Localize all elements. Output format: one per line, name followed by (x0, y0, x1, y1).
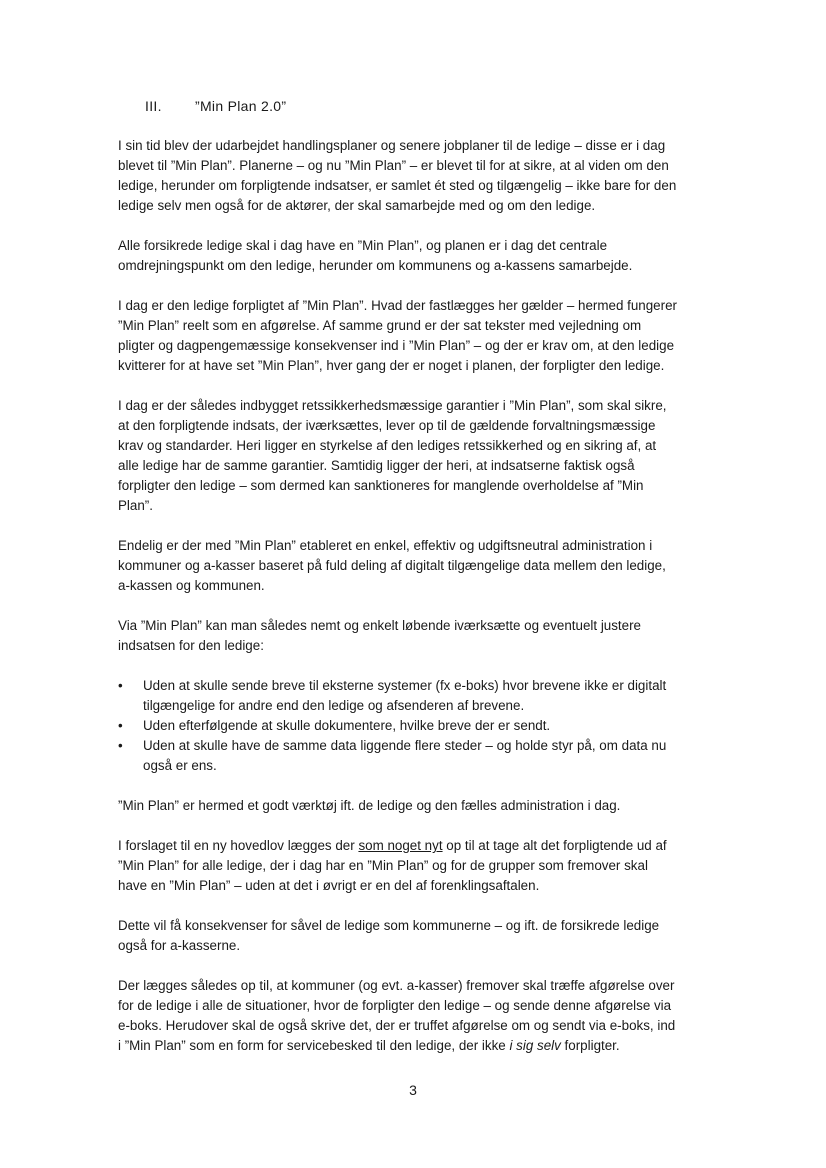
paragraph (118, 976, 678, 1056)
paragraph: Alle forsikrede ledige skal i dag have en ”Min Plan”, og planen er i dag det centrale omdrejningspunkt om den ledige, herunder om kommunens og a-kassens samarbejde. (118, 238, 633, 273)
list-item: • Uden efterfølgende at skulle dokumentere, hvilke breve der er sendt. (118, 716, 678, 736)
page-number: 3 (409, 1082, 417, 1098)
text-run: op til at tage alt det forpligtende ud af ”Min Plan” for alle ledige, der i dag har en ”Min Plan” og for de grupper som fremover skal have en ”Min Plan” – uden at det i øvrigt er en del af forenklingsaftalen. (118, 838, 667, 893)
paragraph: ”Min Plan” er hermed et godt værktøj ift. de ledige og den fælles administration i dag. (118, 798, 621, 813)
underlined-text: som noget nyt (358, 838, 443, 853)
section-number: III. (145, 98, 162, 114)
bullet-list (118, 676, 678, 776)
paragraph: Dette vil få konsekvenser for såvel de ledige som kommunerne – og ift. de forsikrede ledige også for a-kasserne. (118, 918, 660, 953)
paragraph: I dag er der således indbygget retssikkerhedsmæssige garantier i ”Min Plan”, som skal sikre, at den forpligtende indsats, der iværksættes, lever op til de gældende forvaltningsmæssige krav og standarder. Heri ligger en styrkelse af den lediges retssikkerhed og en sikring af, at alle ledige har de samme garantier. Samtidig ligger der heri, at indsatserne faktisk også forpligter den ledige – som dermed kan sanktioneres for manglende overholdelse af ”Min Plan”. (118, 398, 667, 513)
section-title: ”Min Plan 2.0” (195, 98, 287, 114)
paragraph: Endelig er der med ”Min Plan” etableret en enkel, effektiv og udgiftsneutral administration i kommuner og a-kasser baseret på fuld deling af digitalt tilgængelige data mellem den ledige, a-kassen og kommunen. (118, 538, 666, 593)
paragraph: I dag er den ledige forpligtet af ”Min Plan”. Hvad der fastlægges her gælder – hermed fungerer ”Min Plan” reelt som en afgørelse. Af samme grund er der sat tekster med vejledning om pligter og dagpengemæssige konsekvenser ind i ”Min Plan” – og der er krav om, at den ledige kvitterer for at have set ”Min Plan”, hver gang der er noget i planen, der forpligter den ledige. (118, 298, 677, 373)
list-item: • Uden at skulle have de samme data liggende flere steder – og holde styr på, om data nu også er ens. (118, 736, 678, 776)
paragraph: I sin tid blev der udarbejdet handlingsplaner og senere jobplaner til de ledige – disse er i dag blevet til ”Min Plan”. Planerne – og nu ”Min Plan” – er blevet til for at sikre, at al viden om den ledige, herunder om forpligtende indsatser, er samlet ét sted og tilgængelig – ikke bare for den ledige selv men også for de aktører, der skal samarbejde med og om den ledige. (118, 138, 677, 213)
paragraph: Via ”Min Plan” kan man således nemt og enkelt løbende iværksætte og eventuelt justere indsatsen for den ledige: (118, 618, 642, 653)
list-item: • Uden at skulle sende breve til eksterne systemer (fx e-boks) hvor brevene ikke er digitalt tilgængelige for andre end den ledige og afsenderen af brevene. (118, 676, 678, 716)
text-run: Der lægges således op til, at kommuner (og evt. a-kasser) fremover skal træffe afgørelse over for de ledige i alle de situationer, hvor de forpligter den ledige – og sende denne afgørelse via e-boks. Herudover skal de også skrive det, der er truffet afgørelse om og sendt via e-boks, ind i ”Min Plan” som en form for servicebesked til den ledige, der ikke (118, 978, 676, 1053)
text-run: I forslaget til en ny hovedlov lægges der (118, 838, 359, 853)
paragraph (118, 836, 678, 896)
italic-text: i sig selv (509, 1038, 561, 1053)
body-text (118, 136, 678, 1076)
text-run: forpligter. (560, 1038, 620, 1053)
section-heading (145, 98, 286, 114)
